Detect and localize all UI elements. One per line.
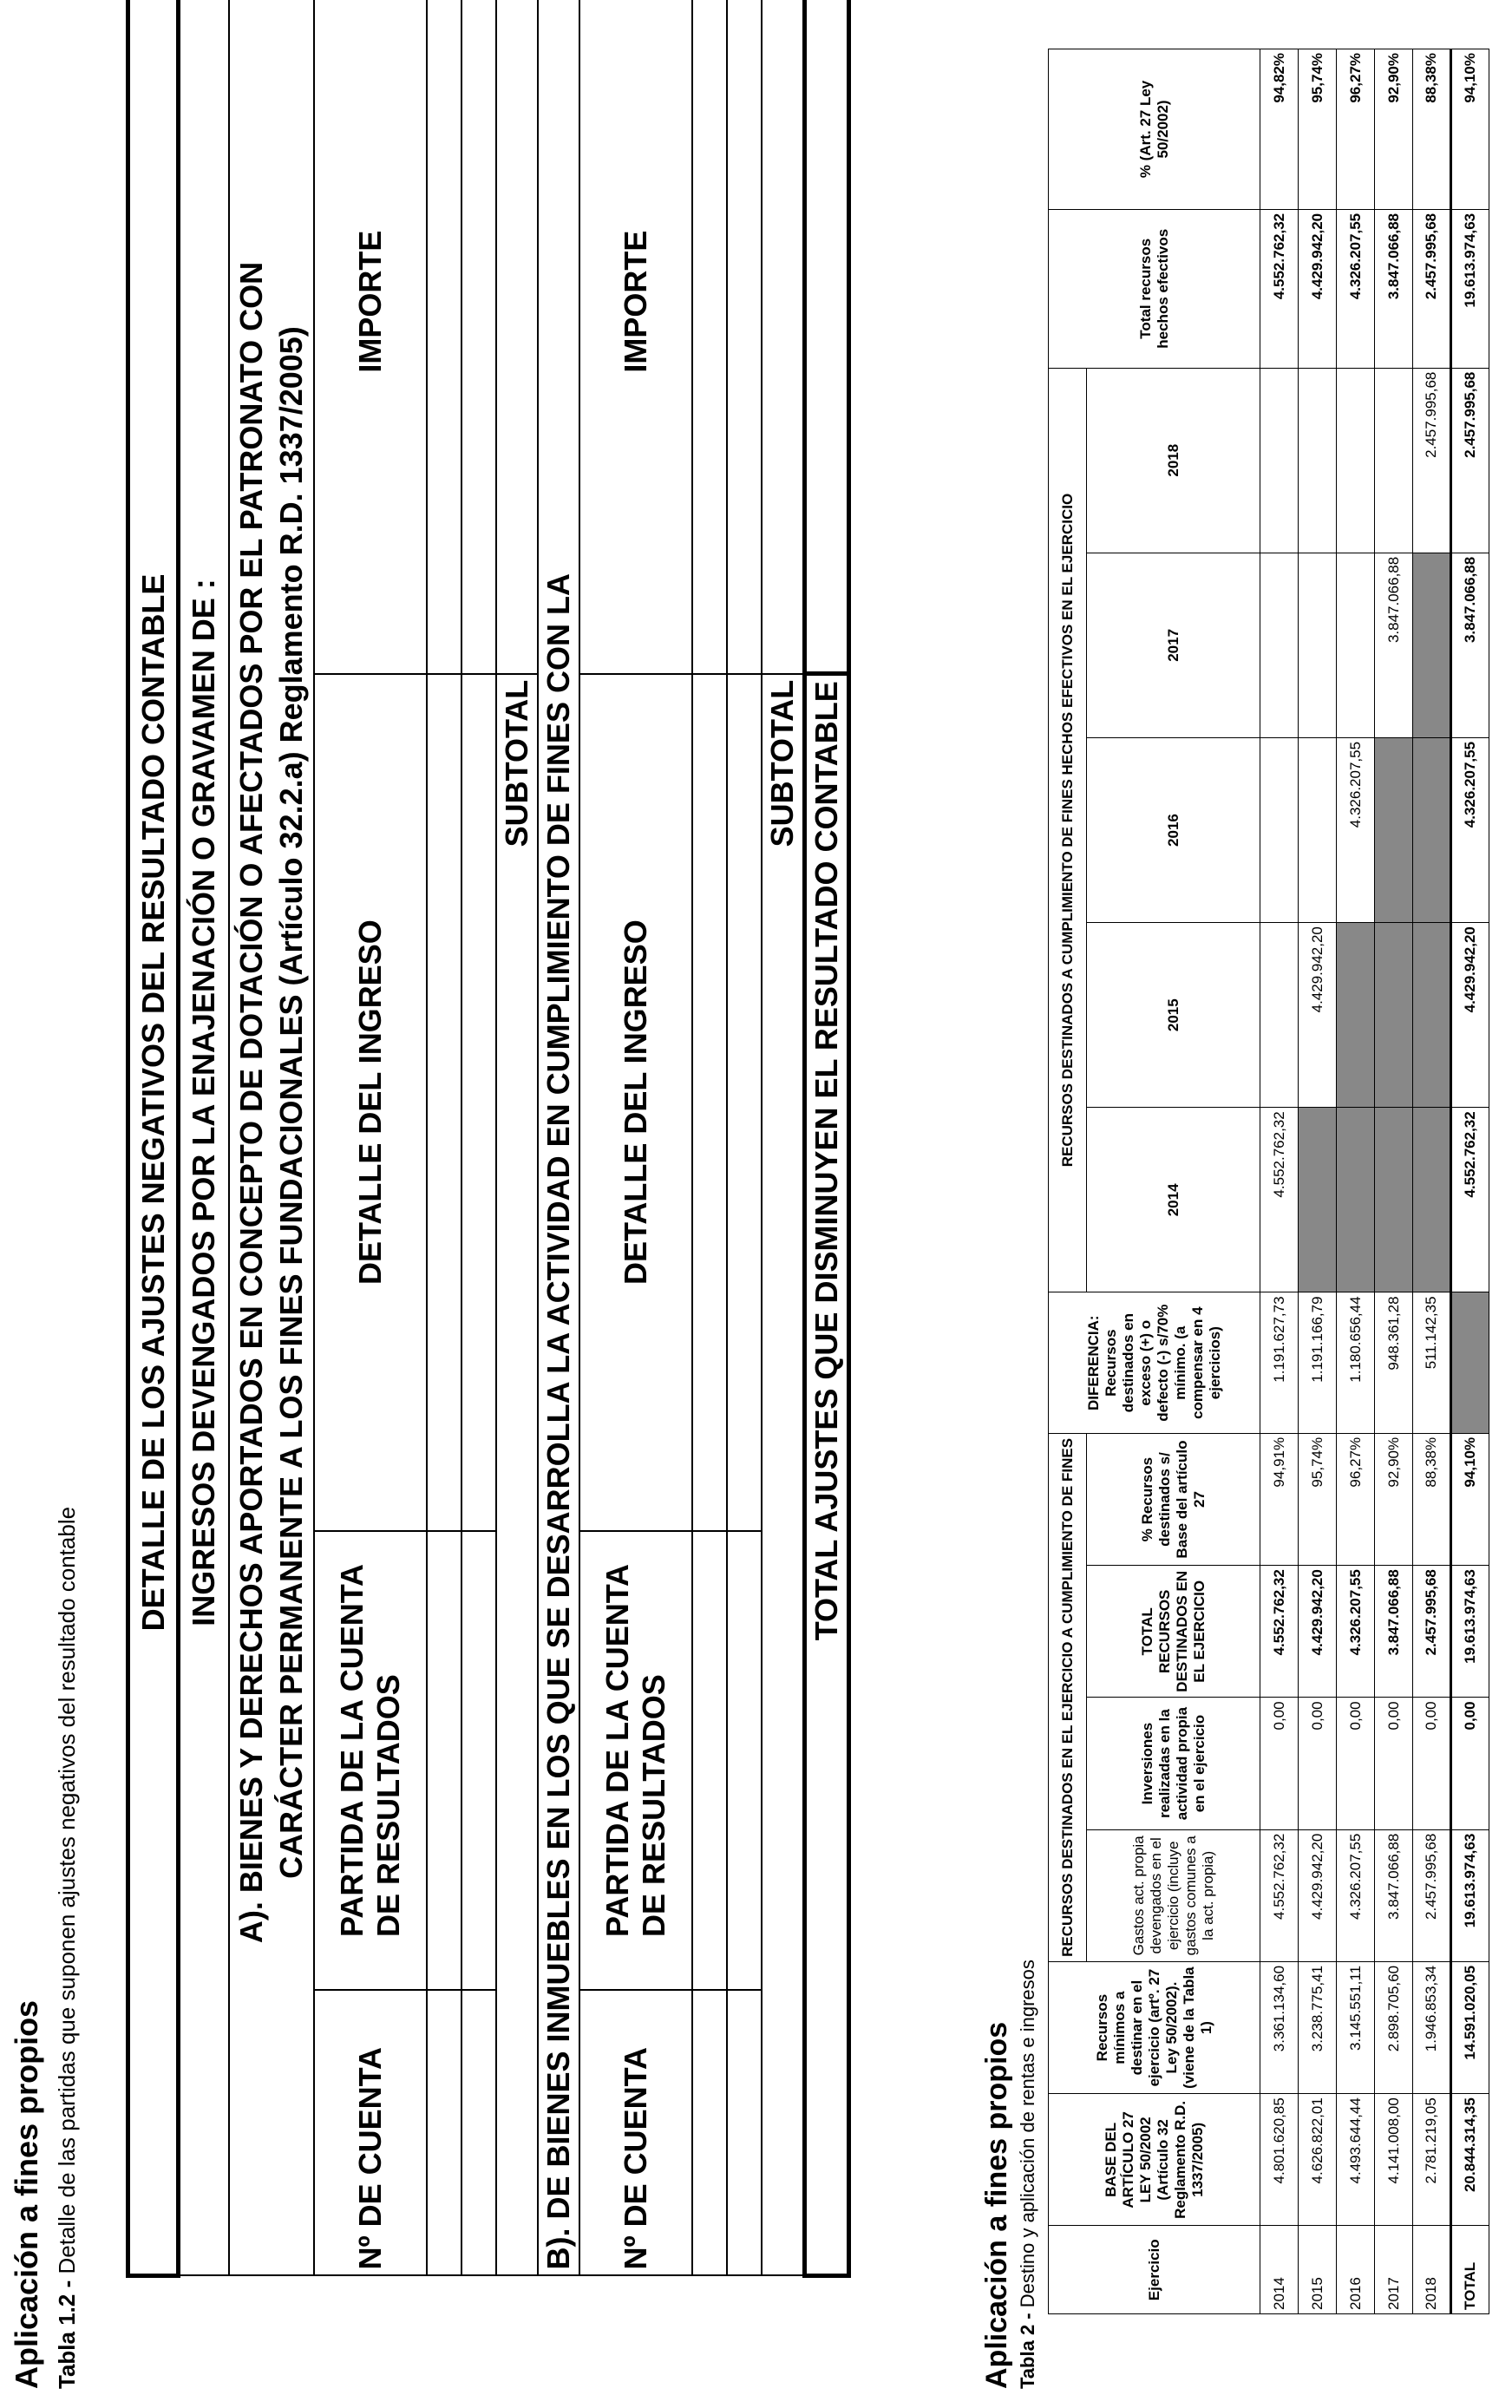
cell-pct: 88,38% xyxy=(1413,1433,1451,1565)
table-cell xyxy=(427,1531,461,1990)
cell-minimos: 3.361.134,60 xyxy=(1260,1961,1299,2093)
cell-gastos: 4.552.762,32 xyxy=(1260,1829,1299,1961)
th-year-2015: 2015 xyxy=(1087,923,1260,1108)
th-base: BASE DEL ARTÍCULO 27 LEY 50/2002 (Artículo 32 Reglamento R.D. 1337/2005) xyxy=(1049,2094,1260,2226)
cell-pct-art: 95,74% xyxy=(1299,49,1337,210)
cell-pct: 95,74% xyxy=(1299,1433,1337,1565)
table1-caption xyxy=(54,1507,81,2389)
table1-header: DETALLE DE LOS AJUSTES NEGATIVOS DEL RESULTADO CONTABLE xyxy=(128,0,179,2276)
cell-inversiones: 0,00 xyxy=(1413,1698,1451,1829)
cell-base: 4.493.644,44 xyxy=(1337,2094,1375,2226)
table-cell xyxy=(692,0,727,674)
th-diferencia: DIFERENCIA: Recursos destinados en exceso (+) o defecto (-) s/70% mínimo. (a compensar en 4 ejercicios) xyxy=(1049,1292,1260,1433)
cell-total: 3.847.066,88 xyxy=(1375,1566,1413,1698)
cell-y2018 xyxy=(1299,368,1337,553)
cell-diferencia: 1.191.166,79 xyxy=(1299,1292,1337,1433)
cell-y2017 xyxy=(1337,553,1375,737)
table-row xyxy=(1413,49,1451,2314)
th-year-2014: 2014 xyxy=(1087,1108,1260,1292)
cell-gastos: 4.326.207,55 xyxy=(1337,1829,1375,1961)
cell-y2017-total: 3.847.066,88 xyxy=(1451,553,1489,737)
cell-gastos: 2.457.995,68 xyxy=(1413,1829,1451,1961)
cell-y2014-shaded xyxy=(1337,1108,1375,1292)
table-cell xyxy=(692,1990,727,2276)
cell-y2015-shaded xyxy=(1337,923,1375,1108)
cell-total: 4.326.207,55 xyxy=(1337,1566,1375,1698)
subtotal-a-label: SUBTOTAL xyxy=(496,674,538,2276)
cell-diferencia: 1.180.656,44 xyxy=(1337,1292,1375,1433)
cell-pct-art: 92,90% xyxy=(1375,49,1413,210)
th-total-hechos: Total recursos hechos efectivos xyxy=(1049,209,1260,368)
cell-y2016-total: 4.326.207,55 xyxy=(1451,737,1489,922)
cell-total-hechos-total: 19.613.974,63 xyxy=(1451,209,1489,368)
table-cell xyxy=(727,1531,762,1990)
col-detalle-header: DETALLE DEL INGRESO xyxy=(314,674,427,1531)
cell-pct-art: 96,27% xyxy=(1337,49,1375,210)
cell-pct-art-total: 94,10% xyxy=(1451,49,1489,210)
cell-y2016 xyxy=(1299,737,1337,922)
th-pct-art: % (Art. 27 Ley 50/2002) xyxy=(1049,49,1260,210)
cell-total: 4.552.762,32 xyxy=(1260,1566,1299,1698)
cell-y2016: 4.326.207,55 xyxy=(1337,737,1375,922)
cell-y2018-total: 2.457.995,68 xyxy=(1451,368,1489,553)
table-cell xyxy=(727,1990,762,2276)
th-group-hechos: RECURSOS DESTINADOS A CUMPLIMIENTO DE FINES HECHOS EFECTIVOS EN EL EJERCICIO xyxy=(1049,368,1087,1292)
table-row xyxy=(1299,49,1337,2314)
cell-base: 4.141.008,00 xyxy=(1375,2094,1413,2226)
cell-diferencia: 511.142,35 xyxy=(1413,1292,1451,1433)
col-partida-header: PARTIDA DE LA CUENTA DE RESULTADOS xyxy=(314,1531,427,1990)
cell-total-hechos: 4.552.762,32 xyxy=(1260,209,1299,368)
total-adjustments-value xyxy=(804,0,848,674)
section-b-title: B). DE BIENES INMUEBLES EN LOS QUE SE DESARROLLA LA ACTIVIDAD EN CUMPLIMIENTO DE FINES CON LA xyxy=(538,0,579,2276)
cell-y2017: 3.847.066,88 xyxy=(1375,553,1413,737)
cell-ejercicio: 2017 xyxy=(1375,2226,1413,2314)
cell-total: 2.457.995,68 xyxy=(1413,1566,1451,1698)
cell-pct-art: 88,38% xyxy=(1413,49,1451,210)
cell-inversiones-total: 0,00 xyxy=(1451,1698,1489,1829)
cell-diferencia: 1.191.627,73 xyxy=(1260,1292,1299,1433)
table-cell xyxy=(427,1990,461,2276)
table-cell xyxy=(692,1531,727,1990)
cell-pct: 94,91% xyxy=(1260,1433,1299,1565)
cell-base: 4.626.822,01 xyxy=(1299,2094,1337,2226)
cell-base: 4.801.620,85 xyxy=(1260,2094,1299,2226)
cell-y2014-total: 4.552.762,32 xyxy=(1451,1108,1489,1292)
cell-y2017-shaded xyxy=(1413,553,1451,737)
total-row xyxy=(1451,49,1489,2314)
cell-inversiones: 0,00 xyxy=(1337,1698,1375,1829)
cell-y2014-shaded xyxy=(1413,1108,1451,1292)
cell-ejercicio: 2015 xyxy=(1299,2226,1337,2314)
table1-caption-text: Detalle de las partidas que suponen ajustes negativos del resultado contable xyxy=(54,1506,80,2274)
col-cuenta-header: Nº DE CUENTA xyxy=(314,1990,427,2276)
cell-total-hechos: 2.457.995,68 xyxy=(1413,209,1451,368)
th-year-2017: 2017 xyxy=(1087,553,1260,737)
cell-y2015-shaded xyxy=(1413,923,1451,1108)
th-pct-recursos: % Recursos destinados s/ Base del artículo 27 xyxy=(1087,1433,1260,1565)
th-gastos: Gastos act. propia devengados en el ejercicio (incluye gastos comunes a la act. propia) xyxy=(1087,1829,1260,1961)
col-cuenta-header-b: Nº DE CUENTA xyxy=(579,1990,692,2276)
table-cell xyxy=(427,0,461,674)
cell-y2016-shaded xyxy=(1375,737,1413,922)
cell-gastos: 4.429.942,20 xyxy=(1299,1829,1337,1961)
cell-inversiones: 0,00 xyxy=(1299,1698,1337,1829)
th-ejercicio: Ejercicio xyxy=(1049,2226,1260,2314)
table-row xyxy=(1375,49,1413,2314)
cell-total-hechos: 3.847.066,88 xyxy=(1375,209,1413,368)
cell-base: 2.781.219,05 xyxy=(1413,2094,1451,2226)
cell-total: 4.429.942,20 xyxy=(1299,1566,1337,1698)
cell-minimos: 2.898.705,60 xyxy=(1375,1961,1413,2093)
col-importe-header-b: IMPORTE xyxy=(579,0,692,674)
table-cell xyxy=(427,674,461,1531)
cell-ejercicio: 2014 xyxy=(1260,2226,1299,2314)
col-detalle-header-b: DETALLE DEL INGRESO xyxy=(579,674,692,1531)
cell-y2018 xyxy=(1375,368,1413,553)
cell-total-total: 19.613.974,63 xyxy=(1451,1566,1489,1698)
cell-inversiones: 0,00 xyxy=(1260,1698,1299,1829)
section-a-title xyxy=(229,0,314,2276)
cell-y2015-total: 4.429.942,20 xyxy=(1451,923,1489,1108)
table-cell xyxy=(461,1990,496,2276)
col-importe-header: IMPORTE xyxy=(314,0,427,674)
subtotal-b-value xyxy=(762,0,805,674)
section-a-line1: A). BIENES Y DERECHOS APORTADOS EN CONCEPTO DE DOTACIÓN O AFECTADOS POR EL PATRONATO CON xyxy=(232,261,269,1944)
table-row xyxy=(1337,49,1375,2314)
th-group-destinados: RECURSOS DESTINADOS EN EL EJERCICIO A CUMPLIMIENTO DE FINES xyxy=(1049,1433,1087,1961)
cell-y2018: 2.457.995,68 xyxy=(1413,368,1451,553)
cell-minimos: 3.238.775,41 xyxy=(1299,1961,1337,2093)
cell-gastos: 3.847.066,88 xyxy=(1375,1829,1413,1961)
cell-minimos: 3.145.551,11 xyxy=(1337,1961,1375,2093)
cell-ejercicio: 2016 xyxy=(1337,2226,1375,2314)
total-adjustments-label: TOTAL AJUSTES QUE DISMINUYEN EL RESULTADO CONTABLE xyxy=(804,674,848,2276)
table2-caption-text: Destino y aplicación de rentas e ingresos xyxy=(1017,1960,1038,2308)
cell-y2015-shaded xyxy=(1375,923,1413,1108)
th-year-2016: 2016 xyxy=(1087,737,1260,922)
cell-y2016-shaded xyxy=(1413,737,1451,922)
cell-diferencia-total-shaded xyxy=(1451,1292,1489,1433)
cell-ejercicio: 2018 xyxy=(1413,2226,1451,2314)
negative-adjustments-table xyxy=(126,0,851,2278)
cell-y2018 xyxy=(1337,368,1375,553)
table-cell xyxy=(692,674,727,1531)
th-total-recursos: TOTAL RECURSOS DESTINADOS EN EL EJERCICIO xyxy=(1087,1566,1260,1698)
th-recursos-minimos: Recursos mínimos a destinar en el ejercicio (artº. 27 Ley 50/2002). (viene de la Tabla 1) xyxy=(1049,1961,1260,2093)
cell-pct-total: 94,10% xyxy=(1451,1433,1489,1565)
cell-y2014: 4.552.762,32 xyxy=(1260,1108,1299,1292)
cell-diferencia: 948.361,28 xyxy=(1375,1292,1413,1433)
cell-y2014-shaded xyxy=(1299,1108,1337,1292)
subtotal-b-label: SUBTOTAL xyxy=(762,674,805,2276)
cell-pct: 92,90% xyxy=(1375,1433,1413,1565)
page-title: Aplicación a fines propios xyxy=(9,1999,44,2389)
cell-total-hechos: 4.429.942,20 xyxy=(1299,209,1337,368)
table1-subheader: INGRESOS DEVENGADOS POR LA ENAJENACIÓN O GRAVAMEN DE : xyxy=(179,0,229,2276)
cell-gastos-total: 19.613.974,63 xyxy=(1451,1829,1489,1961)
table-cell xyxy=(727,674,762,1531)
table2-caption xyxy=(1017,1960,1039,2389)
table-cell xyxy=(461,0,496,674)
th-year-2018: 2018 xyxy=(1087,368,1260,553)
table-cell xyxy=(461,674,496,1531)
cell-y2015: 4.429.942,20 xyxy=(1299,923,1337,1108)
col-partida-header-b: PARTIDA DE LA CUENTA DE RESULTADOS xyxy=(579,1531,692,1990)
cell-y2014-shaded xyxy=(1375,1108,1413,1292)
cell-ejercicio-total: TOTAL xyxy=(1451,2226,1489,2314)
table-cell xyxy=(727,0,762,674)
cell-inversiones: 0,00 xyxy=(1375,1698,1413,1829)
table-cell xyxy=(461,1531,496,1990)
cell-minimos-total: 14.591.020,05 xyxy=(1451,1961,1489,2093)
application-table xyxy=(1048,49,1489,2314)
cell-y2015 xyxy=(1260,923,1299,1108)
cell-minimos: 1.946.853,34 xyxy=(1413,1961,1451,2093)
th-inversiones: Inversiones realizadas en la actividad propia en el ejercicio xyxy=(1087,1698,1260,1829)
cell-base-total: 20.844.314,35 xyxy=(1451,2094,1489,2226)
cell-pct: 96,27% xyxy=(1337,1433,1375,1565)
table-row xyxy=(1260,49,1299,2314)
cell-y2018 xyxy=(1260,368,1299,553)
table2-caption-label: Tabla 2 - xyxy=(1017,2313,1038,2389)
cell-total-hechos: 4.326.207,55 xyxy=(1337,209,1375,368)
cell-pct-art: 94,82% xyxy=(1260,49,1299,210)
cell-y2016 xyxy=(1260,737,1299,922)
table1-caption-label: Tabla 1.2 - xyxy=(54,2280,80,2389)
table2-title: Aplicación a fines propios xyxy=(980,2021,1013,2389)
cell-y2017 xyxy=(1299,553,1337,737)
section-a-line2: CARÁCTER PERMANENTE A LOS FINES FUNDACIONALES (Artículo 32.2.a) Reglamento R.D. 1337/2005) xyxy=(272,326,309,1879)
subtotal-a-value xyxy=(496,0,538,674)
cell-y2017 xyxy=(1260,553,1299,737)
